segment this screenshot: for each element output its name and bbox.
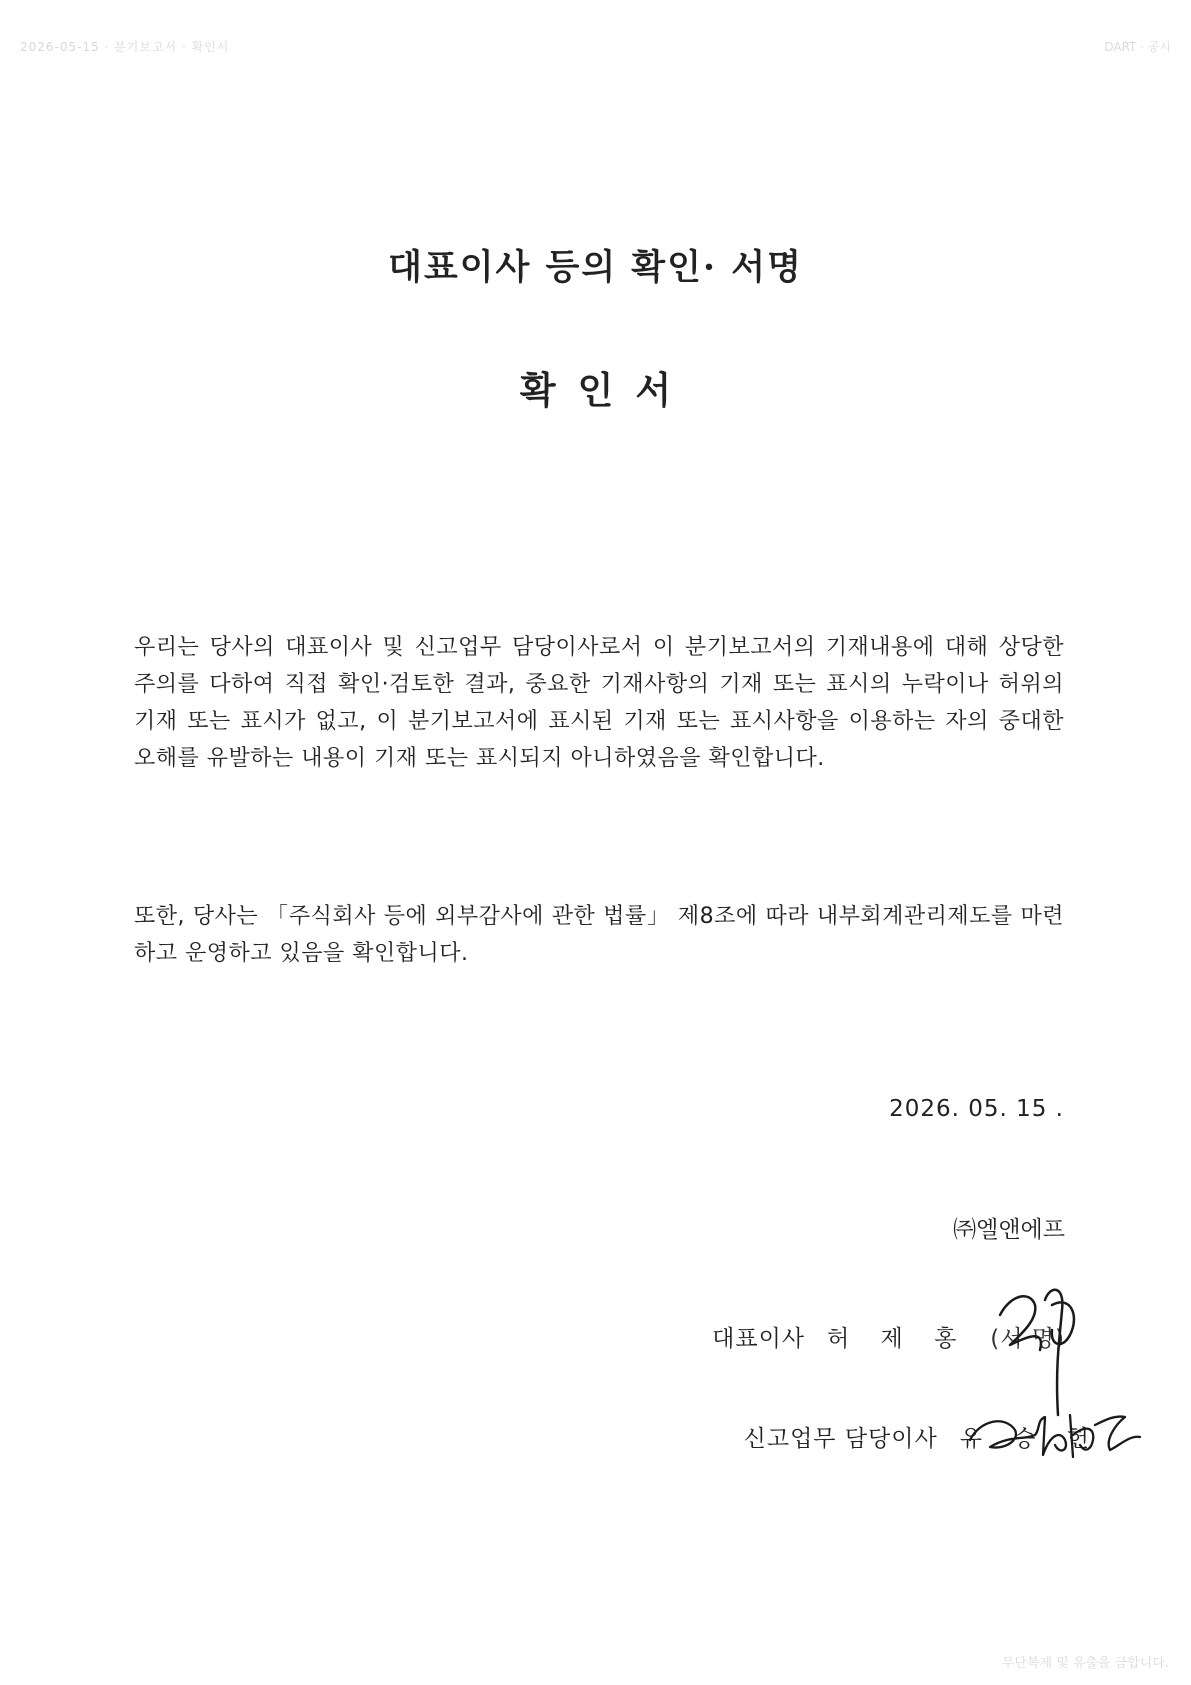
document-date: 2026. 05. 15 . xyxy=(889,1096,1064,1122)
officer-role-label: 신고업무 담당이사 xyxy=(743,1425,938,1452)
document-title: 대표이사 등의 확인· 서명 xyxy=(388,247,803,288)
ceo-role-label: 대표이사 xyxy=(712,1325,806,1352)
ceo-sign-placeholder: (서 명) xyxy=(990,1325,1065,1352)
officer-name: 유 승 헌 xyxy=(959,1425,1101,1452)
company-name: ㈜엘앤에프 xyxy=(953,1217,1065,1243)
scan-footer: 무단복제 및 유출을 금합니다. xyxy=(1001,1656,1169,1671)
document-subtitle: 확인서 xyxy=(519,368,694,412)
ceo-signature-line xyxy=(712,1316,1065,1356)
officer-signature-line xyxy=(744,1416,1101,1456)
scan-header-right: DART · 공시 xyxy=(1104,40,1171,54)
ceo-name: 허 제 홍 xyxy=(827,1325,969,1352)
scan-header-left: 2026-05-15 · 분기보고서 · 확인서 xyxy=(20,40,230,54)
internal-control-paragraph: 또한, 당사는 「주식회사 등에 외부감사에 관한 법률」 제8조에 따라 내부회계관리제도를 마련하고 운영하고 있음을 확인합니다. xyxy=(134,904,1064,966)
confirmation-paragraph: 우리는 당사의 대표이사 및 신고업무 담당이사로서 이 분기보고서의 기재내용에 대해 상당한 주의를 다하여 직접 확인·검토한 결과, 중요한 기재사항의 기재 또는 표시의 누락이나 허위의 기재 또는 표시가 없고, 이 분기보고서에 표시된 기재 또는 표시사항을 이용하는 자의 중대한 오해를 유발하는 내용이 기재 또는 표시되지 아니하였음을 확인합니다. xyxy=(134,635,1064,771)
